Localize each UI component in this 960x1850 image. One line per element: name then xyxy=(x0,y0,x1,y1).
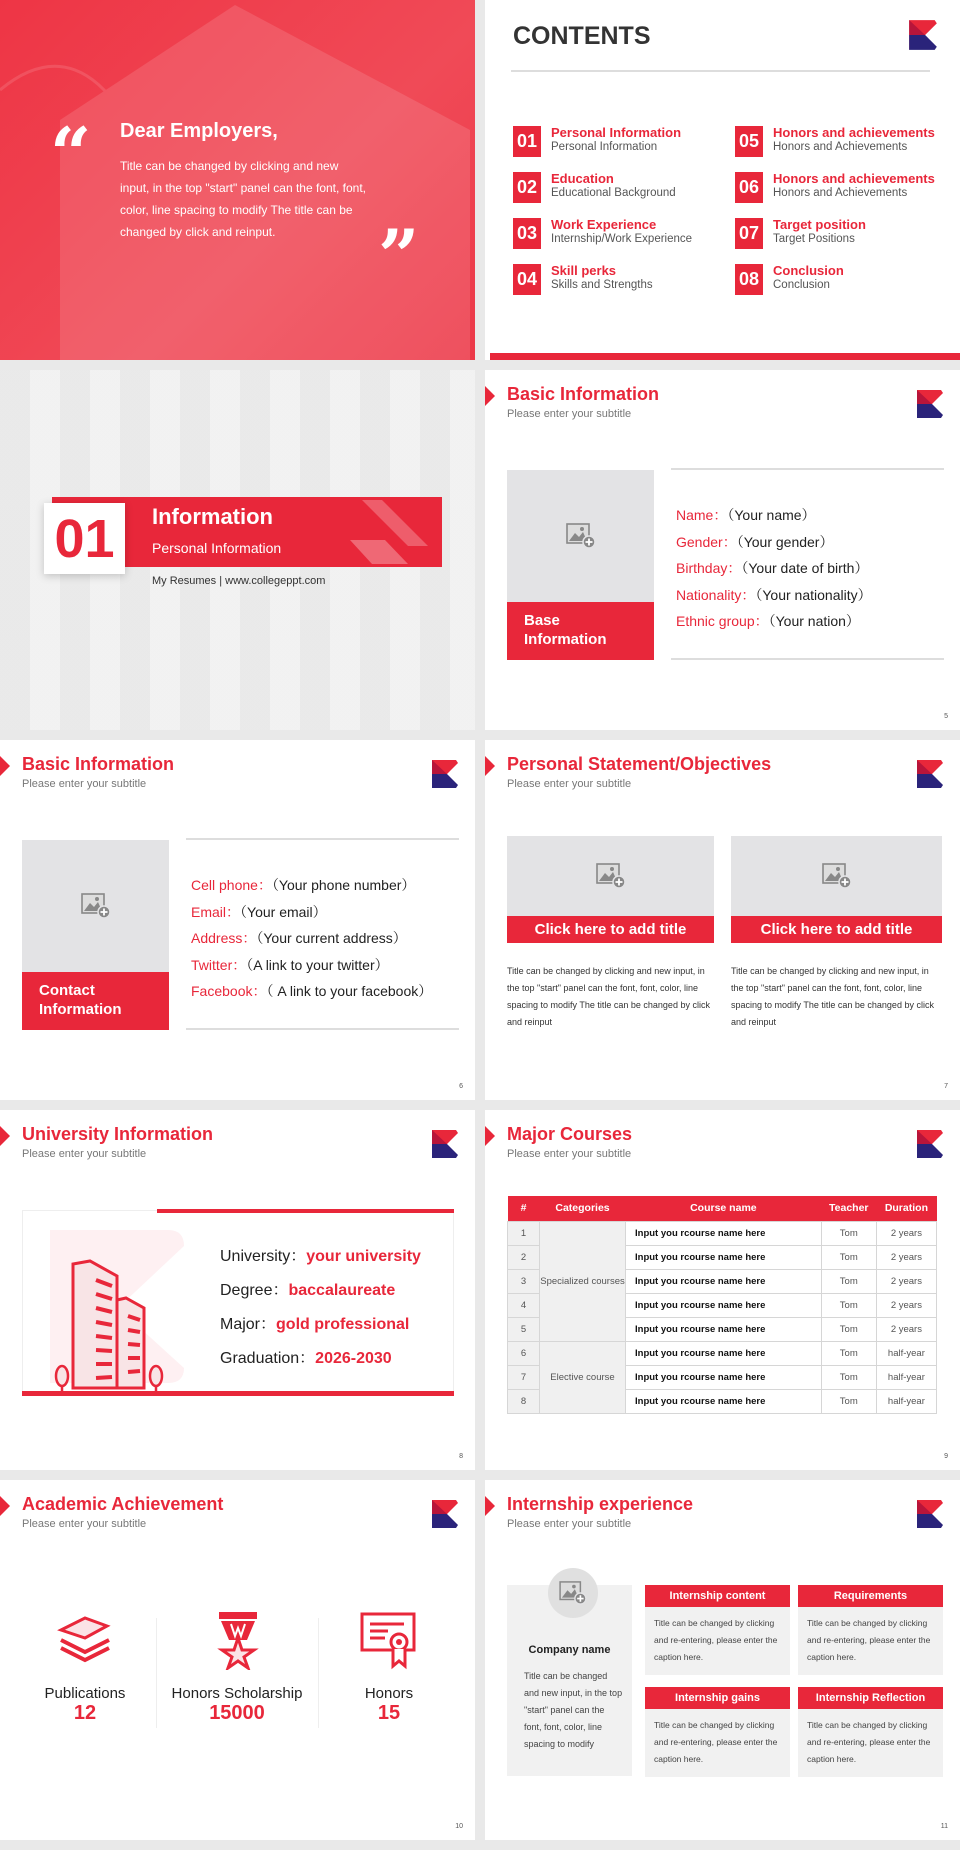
page-number: 5 xyxy=(944,713,948,720)
item-number: 08 xyxy=(735,264,763,295)
col-header-course-name: Course name xyxy=(626,1196,822,1221)
university-details xyxy=(220,1240,421,1376)
box-text: Title can be changed by clicking and re-entering, please enter the caption here. xyxy=(654,1618,778,1662)
company-description: Title can be changed and new input, in the top "start" panel can the font, font, color, line spacing to modify xyxy=(524,1671,623,1749)
page-number: 11 xyxy=(940,1823,948,1830)
accent-bar xyxy=(157,1209,454,1213)
cell-teacher[interactable]: Tom xyxy=(821,1341,876,1365)
box-internship-content xyxy=(645,1585,790,1675)
item-title: Work Experience xyxy=(551,217,657,232)
slide-body: Title can be changed by clicking and new input, in the top "start" panel can the font, font, color, line spacing to modify The title can be changed by click and reinput. xyxy=(120,159,367,239)
brand-logo-icon xyxy=(914,758,946,790)
courses-table xyxy=(507,1196,937,1414)
item-number: 01 xyxy=(513,126,541,157)
item-subtitle: Personal Information xyxy=(551,141,658,153)
slide-subtitle: Please enter your subtitle xyxy=(507,408,632,420)
slide-subtitle: Please enter your subtitle xyxy=(507,1148,632,1160)
page-number: 6 xyxy=(459,1083,463,1090)
add-title-button[interactable]: Click here to add title xyxy=(507,916,714,943)
table-row xyxy=(508,1341,937,1365)
page-number: 7 xyxy=(944,1083,948,1090)
box-text: Title can be changed by clicking and re-entering, please enter the caption here. xyxy=(807,1720,931,1764)
header-arrow-icon xyxy=(485,1126,495,1146)
box-title[interactable]: Internship content xyxy=(645,1585,790,1607)
item-subtitle: Conclusion xyxy=(773,279,830,291)
cell-index: 5 xyxy=(508,1317,540,1341)
contents-item-03[interactable] xyxy=(513,218,692,249)
cell-index: 3 xyxy=(508,1269,540,1293)
cell-index: 1 xyxy=(508,1221,540,1245)
cell-duration[interactable]: 2 years xyxy=(876,1221,936,1245)
section-number: 01 xyxy=(44,503,125,574)
info-row-email xyxy=(191,899,454,926)
add-title-button[interactable]: Click here to add title xyxy=(731,916,942,943)
statement-card-1 xyxy=(507,836,714,1031)
slide-contact-information[interactable] xyxy=(0,740,475,1100)
accent-bar xyxy=(490,353,960,360)
slide-personal-statement[interactable] xyxy=(485,740,960,1100)
info-row-ethnic-group xyxy=(676,608,939,635)
cell-teacher[interactable]: Tom xyxy=(821,1365,876,1389)
cell-course[interactable]: Input you rcourse name here xyxy=(626,1341,822,1365)
contents-item-08[interactable] xyxy=(735,264,844,295)
cell-course[interactable]: Input you rcourse name here xyxy=(626,1245,822,1269)
table-header-row xyxy=(508,1196,937,1221)
field-value[interactable]: 2026-2030 xyxy=(315,1350,392,1367)
add-image-icon[interactable] xyxy=(822,863,852,889)
field-value[interactable]: （Your name） xyxy=(727,507,816,523)
slide-title: Major Courses xyxy=(507,1124,633,1144)
info-row-cell-phone xyxy=(191,872,454,899)
item-title: Honors and achievements xyxy=(773,125,935,140)
cell-teacher[interactable]: Tom xyxy=(821,1293,876,1317)
contents-title: CONTENTS xyxy=(513,22,651,50)
cell-duration[interactable]: 2 years xyxy=(876,1317,936,1341)
item-number: 06 xyxy=(735,172,763,203)
field-value[interactable]: （Your current address） xyxy=(256,930,407,946)
page-number: 10 xyxy=(455,1823,463,1830)
accent-bar xyxy=(22,1391,454,1396)
item-title: Skill perks xyxy=(551,263,617,278)
slide-subtitle: Please enter your subtitle xyxy=(22,778,147,790)
info-list xyxy=(186,838,459,1030)
contents-item-01[interactable] xyxy=(513,126,681,157)
field-label: Facebook： xyxy=(191,983,267,999)
field-value[interactable]: （Your date of birth） xyxy=(741,560,869,576)
achievement-scholarship xyxy=(158,1610,316,1725)
item-title: Personal Information xyxy=(551,125,682,140)
cell-course[interactable]: Input you rcourse name here xyxy=(626,1365,822,1389)
box-text: Title can be changed by clicking and re-entering, please enter the caption here. xyxy=(654,1720,778,1764)
card-text: Title can be changed by clicking and new input, in the top "start" panel can the font, font, color, line spacing to modify The title can be changed by click and reinput xyxy=(507,966,710,1027)
add-image-icon[interactable] xyxy=(566,523,596,549)
image-placeholder[interactable] xyxy=(731,836,942,916)
add-image-icon[interactable] xyxy=(559,1581,587,1605)
field-label: Ethnic group： xyxy=(676,613,769,629)
photo-caption: Contact Information xyxy=(22,972,169,1030)
field-value[interactable]: （ A link to your facebook） xyxy=(266,983,433,999)
item-subtitle: Honors and Achievements xyxy=(773,187,908,199)
field-label: Name： xyxy=(676,507,728,523)
contents-item-05[interactable] xyxy=(735,126,935,157)
info-row-facebook xyxy=(191,978,454,1005)
books-icon xyxy=(55,1610,115,1670)
item-subtitle: Internship/Work Experience xyxy=(551,233,693,245)
slide-university-information[interactable] xyxy=(0,1110,475,1470)
field-label: Major： xyxy=(220,1316,277,1333)
divider xyxy=(156,1618,157,1728)
cell-index: 2 xyxy=(508,1245,540,1269)
header-arrow-icon xyxy=(485,1496,495,1516)
row-university xyxy=(220,1240,421,1274)
cell-duration[interactable]: 2 years xyxy=(876,1293,936,1317)
header-arrow-icon xyxy=(0,1496,10,1516)
image-placeholder[interactable] xyxy=(507,836,714,916)
brand-logo-icon xyxy=(906,16,940,54)
achievement-value: 12 xyxy=(73,1702,97,1724)
col-header-teacher: Teacher xyxy=(821,1196,876,1221)
brand-logo-icon xyxy=(914,388,946,420)
slide-title: Basic Information xyxy=(507,384,660,404)
field-value[interactable]: （Your gender） xyxy=(736,533,834,550)
section-subtitle: Personal Information xyxy=(152,540,282,556)
cell-index: 8 xyxy=(508,1389,540,1413)
field-value[interactable]: （Your email） xyxy=(240,903,327,920)
cell-index: 4 xyxy=(508,1293,540,1317)
item-subtitle: Target Positions xyxy=(773,233,855,245)
col-header-index: # xyxy=(508,1196,540,1221)
slide-internship-experience[interactable] xyxy=(485,1480,960,1840)
info-row-nationality xyxy=(676,582,939,609)
item-title: Target position xyxy=(773,217,866,232)
table-row xyxy=(508,1221,937,1245)
box-title[interactable]: Internship Reflection xyxy=(798,1687,943,1709)
page-number: 9 xyxy=(944,1453,948,1460)
field-value[interactable]: （Your nationality） xyxy=(755,586,872,603)
slide-cover-letter[interactable] xyxy=(0,0,475,360)
section-title: Information xyxy=(152,504,273,529)
box-title[interactable]: Requirements xyxy=(798,1585,943,1607)
info-row-address xyxy=(191,925,454,952)
slide-subtitle: Please enter your subtitle xyxy=(22,1148,147,1160)
header-arrow-icon xyxy=(485,386,495,406)
info-row-twitter xyxy=(191,952,454,979)
slide-title: Internship experience xyxy=(507,1494,694,1514)
field-label: University： xyxy=(220,1248,307,1265)
cell-category[interactable]: Specialized courses xyxy=(540,1221,626,1341)
item-number: 04 xyxy=(513,264,541,295)
cell-course[interactable]: Input you rcourse name here xyxy=(626,1269,822,1293)
item-number: 07 xyxy=(735,218,763,249)
item-title: Conclusion xyxy=(773,263,844,278)
brand-logo-icon xyxy=(914,1128,946,1160)
slide-section-divider[interactable] xyxy=(0,370,475,730)
item-number: 02 xyxy=(513,172,541,203)
stripe-decoration xyxy=(350,498,430,566)
slide-basic-information[interactable] xyxy=(485,370,960,730)
brand-logo-icon xyxy=(914,1498,946,1530)
slide-title: Personal Statement/Objectives xyxy=(507,754,772,774)
cell-course[interactable]: Input you rcourse name here xyxy=(626,1293,822,1317)
field-label: Address： xyxy=(191,930,257,946)
slide-title: Dear Employers, xyxy=(120,120,278,142)
achievement-label: Honors Scholarship xyxy=(171,1685,303,1702)
cell-teacher[interactable]: Tom xyxy=(821,1221,876,1245)
field-value[interactable]: baccalaureate xyxy=(288,1282,396,1299)
cell-course[interactable]: Input you rcourse name here xyxy=(626,1317,822,1341)
row-graduation xyxy=(220,1342,421,1376)
field-label: Birthday： xyxy=(676,560,742,576)
field-value[interactable]: （Your nation） xyxy=(768,613,860,629)
field-value[interactable]: （A link to your twitter） xyxy=(246,956,389,973)
item-title: Honors and achievements xyxy=(773,171,935,186)
photo-placeholder[interactable] xyxy=(22,840,169,1030)
open-quote-icon: “ xyxy=(50,111,92,196)
field-label: Gender： xyxy=(676,533,737,550)
cell-duration[interactable]: half-year xyxy=(876,1365,936,1389)
statement-card-2 xyxy=(731,836,942,1031)
close-quote-icon: ” xyxy=(378,213,420,298)
company-name[interactable]: Company name xyxy=(528,1644,611,1656)
col-header-categories: Categories xyxy=(540,1196,626,1221)
cell-teacher[interactable]: Tom xyxy=(821,1317,876,1341)
col-header-duration: Duration xyxy=(876,1196,936,1221)
cell-course[interactable]: Input you rcourse name here xyxy=(626,1389,822,1413)
certificate-icon xyxy=(359,1610,419,1670)
box-internship-gains xyxy=(645,1687,790,1777)
photo-caption: Base Information xyxy=(507,602,654,660)
achievement-value: 15000 xyxy=(209,1702,265,1724)
field-label: Nationality： xyxy=(676,586,756,603)
item-title: Education xyxy=(551,171,614,186)
brand-logo-icon xyxy=(429,1498,461,1530)
achievement-label: Publications xyxy=(44,1685,126,1702)
achievement-value: 15 xyxy=(377,1702,401,1724)
add-image-icon[interactable] xyxy=(596,863,626,889)
field-label: Graduation： xyxy=(220,1350,316,1367)
info-row-name xyxy=(676,502,939,529)
contents-item-07[interactable] xyxy=(735,218,866,249)
slide-contents[interactable] xyxy=(485,0,960,360)
contents-item-04[interactable] xyxy=(513,264,653,295)
field-label: Degree： xyxy=(220,1282,289,1299)
achievement-publications xyxy=(6,1610,164,1725)
field-value[interactable]: （Your phone number） xyxy=(271,877,416,893)
slide-title: Basic Information xyxy=(22,754,175,774)
box-title[interactable]: Internship gains xyxy=(645,1687,790,1709)
tagline: My Resumes | www.collegeppt.com xyxy=(152,575,326,587)
slide-title: Academic Achievement xyxy=(22,1494,224,1514)
item-subtitle: Educational Background xyxy=(551,187,676,199)
cell-index: 7 xyxy=(508,1365,540,1389)
item-number: 03 xyxy=(513,218,541,249)
item-subtitle: Honors and Achievements xyxy=(773,141,908,153)
slide-subtitle: Please enter your subtitle xyxy=(22,1518,147,1530)
contents-item-02[interactable] xyxy=(513,172,676,203)
page-number: 8 xyxy=(459,1453,463,1460)
cell-course[interactable]: Input you rcourse name here xyxy=(626,1221,822,1245)
medal-icon xyxy=(207,1610,267,1670)
cell-teacher[interactable]: Tom xyxy=(821,1269,876,1293)
achievement-label: Honors xyxy=(364,1685,414,1702)
cell-duration[interactable]: 2 years xyxy=(876,1269,936,1293)
achievement-honors xyxy=(310,1610,468,1725)
divider xyxy=(511,70,930,72)
cell-category[interactable]: Elective course xyxy=(540,1341,626,1413)
field-label: Cell phone： xyxy=(191,877,272,893)
cell-teacher[interactable]: Tom xyxy=(821,1389,876,1413)
brand-logo-icon xyxy=(429,1128,461,1160)
field-label: Twitter： xyxy=(191,956,247,973)
slide-academic-achievement[interactable] xyxy=(0,1480,475,1840)
contents-item-06[interactable] xyxy=(735,172,935,203)
field-label: Email： xyxy=(191,903,241,920)
info-row-birthday xyxy=(676,555,939,582)
box-internship-reflection xyxy=(798,1687,943,1777)
header-arrow-icon xyxy=(0,756,10,776)
field-value[interactable]: your university xyxy=(306,1248,421,1265)
cell-duration[interactable]: 2 years xyxy=(876,1245,936,1269)
row-degree xyxy=(220,1274,421,1308)
company-logo-placeholder[interactable] xyxy=(548,1568,598,1618)
slide-subtitle: Please enter your subtitle xyxy=(507,778,632,790)
header-arrow-icon xyxy=(485,756,495,776)
slide-title: University Information xyxy=(22,1124,214,1144)
box-requirements xyxy=(798,1585,943,1675)
item-number: 05 xyxy=(735,126,763,157)
buildings-icon xyxy=(48,1228,188,1393)
field-value[interactable]: gold professional xyxy=(276,1316,410,1333)
cell-index: 6 xyxy=(508,1341,540,1365)
cell-duration[interactable]: half-year xyxy=(876,1389,936,1413)
info-row-gender xyxy=(676,529,939,556)
brand-logo-icon xyxy=(429,758,461,790)
cell-teacher[interactable]: Tom xyxy=(821,1245,876,1269)
item-subtitle: Skills and Strengths xyxy=(551,279,653,291)
header-arrow-icon xyxy=(0,1126,10,1146)
card-text: Title can be changed by clicking and new input, in the top "start" panel can the font, font, color, line spacing to modify The title can be changed by click and reinput xyxy=(731,966,934,1027)
info-list xyxy=(671,468,944,660)
add-image-icon[interactable] xyxy=(81,893,111,919)
box-text: Title can be changed by clicking and re-entering, please enter the caption here. xyxy=(807,1618,931,1662)
slide-subtitle: Please enter your subtitle xyxy=(507,1518,632,1530)
row-major xyxy=(220,1308,421,1342)
cell-duration[interactable]: half-year xyxy=(876,1341,936,1365)
photo-placeholder[interactable] xyxy=(507,470,654,660)
slide-major-courses[interactable] xyxy=(485,1110,960,1470)
